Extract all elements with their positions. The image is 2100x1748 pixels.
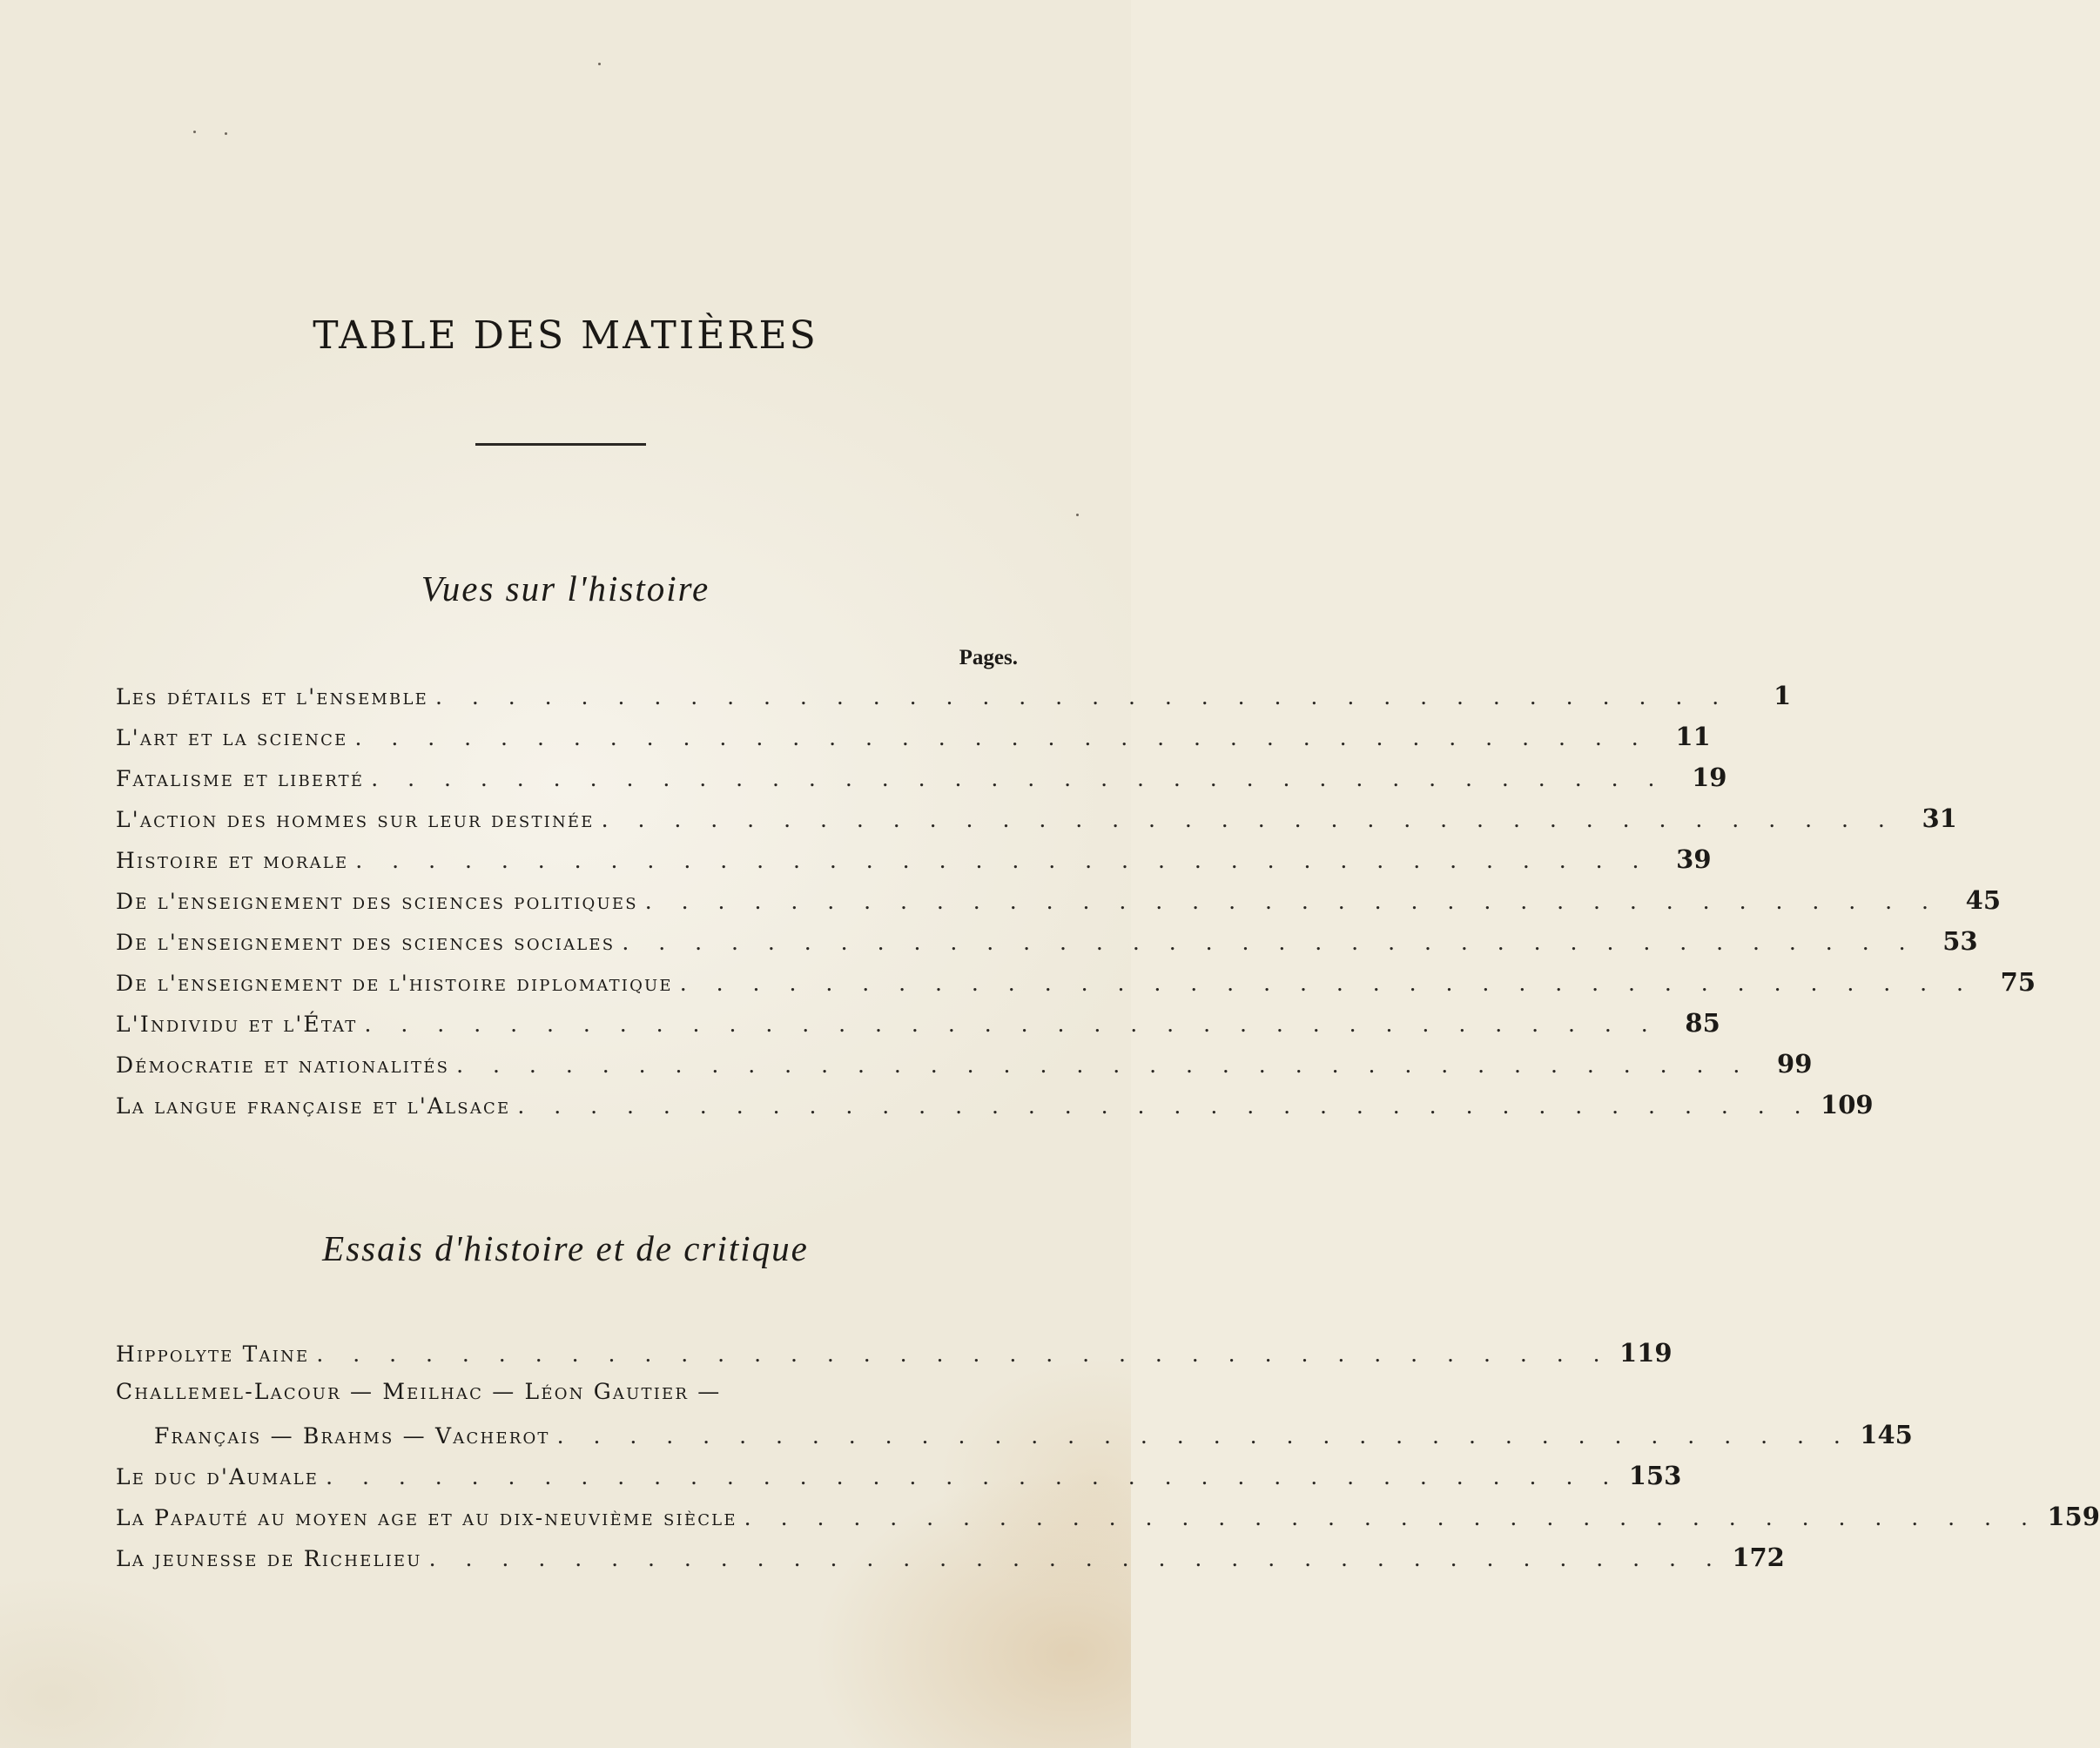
entry-page-number: 1 (1774, 681, 1792, 710)
title-divider (475, 443, 646, 446)
dot-leader: . . . . . . . . . . . . . . . . . . . . . . . . . . . . . . . . . . . . (434, 684, 1731, 709)
dot-leader: . . . . . . . . . . . . . . . . . . . . . . . . . . . . . . . . . . . . (364, 1012, 1659, 1037)
ink-speck (598, 63, 601, 65)
toc-entry[interactable] (116, 763, 1727, 803)
section-title: Essais d'histoire et de critique (322, 1228, 809, 1268)
dot-leader: . . . . . . . . . . . . . . . . . . . . . . . . . . . . . . . . . . . . (556, 1423, 1852, 1449)
entry-title: L'Individu et l'État (116, 1012, 358, 1037)
toc-entry[interactable] (116, 1090, 1874, 1131)
entry-page-number: 11 (1675, 722, 1711, 751)
entry-title: De l'enseignement des sciences politiques (116, 889, 638, 914)
entry-title: Challemel-Lacour — Meilhac — Léon Gautier — (116, 1379, 722, 1404)
toc-entry[interactable] (116, 885, 2001, 926)
entry-title: Hippolyte Taine (116, 1341, 310, 1367)
entry-title: La jeunesse de Richelieu (116, 1546, 422, 1571)
dot-leader: . . . . . . . . . . . . . . . . . . . . . . . . . . . . . . . . . . . . (326, 1464, 1621, 1489)
ink-speck (225, 132, 227, 135)
entry-page-number: 119 (1619, 1338, 1673, 1368)
toc-entry[interactable] (116, 1420, 1913, 1461)
dot-leader: . . . . . . . . . . . . . . . . . . . . . . . . . . . . . . . . . . . . (354, 725, 1650, 750)
toc-entry[interactable] (116, 1008, 1720, 1049)
dot-leader: . . . . . . . . . . . . . . . . . . . . . . . . . . . . . . . . . . . . (517, 1093, 1813, 1119)
toc-entry[interactable] (116, 1338, 1673, 1379)
toc-entry[interactable] (116, 844, 1712, 885)
entry-title: De l'enseignement de l'histoire diplomatique (116, 971, 673, 996)
toc-entry[interactable] (116, 722, 1711, 763)
dot-leader: . . . . . . . . . . . . . . . . . . . . . . . . . . . . . . . . . . . . (428, 1546, 1724, 1571)
entry-title: Démocratie et nationalités (116, 1052, 450, 1078)
entry-page-number: 99 (1777, 1049, 1813, 1079)
entry-page-number: 159 (2047, 1502, 2100, 1531)
page-title: TABLE DES MATIÈRES (313, 313, 818, 358)
entry-page-number: 172 (1732, 1543, 1785, 1572)
toc-entry[interactable] (116, 1461, 1682, 1502)
toc-entry[interactable] (116, 1379, 1040, 1420)
entry-page-number: 31 (1922, 803, 1957, 833)
dot-leader: . . . . . . . . . . . . . . . . . . . . . . . . . . . . . . . . . . . . (316, 1341, 1612, 1367)
entry-title: Les détails et l'ensemble (116, 684, 428, 709)
toc-entry[interactable] (116, 803, 1957, 844)
entry-page-number: 153 (1628, 1461, 1682, 1490)
entry-page-number: 75 (2000, 967, 2036, 997)
entry-page-number: 19 (1692, 763, 1727, 792)
dot-leader: . . . . . . . . . . . . . . . . . . . . . . . . . . . . . . . . . . . . (644, 889, 1940, 914)
toc-entry[interactable] (116, 681, 1792, 722)
entry-title: L'art et la science (116, 725, 348, 750)
entry-page-number: 45 (1965, 885, 2001, 915)
toc-list (116, 1338, 2100, 1583)
ink-speck (193, 131, 196, 133)
entry-title: Histoire et morale (116, 848, 349, 873)
dot-leader: . . . . . . . . . . . . . . . . . . . . . . . . . . . . . . . . . . . . (371, 766, 1666, 791)
toc-entry[interactable] (116, 967, 2036, 1008)
entry-page-number: 109 (1821, 1090, 1874, 1119)
dot-leader: . . . . . . . . . . . . . . . . . . . . . . . . . . . . . . . . . . . . (355, 848, 1651, 873)
toc-entry[interactable] (116, 926, 1978, 967)
section-title: Vues sur l'histoire (421, 568, 710, 608)
dot-leader: . . . . . . . . . . . . . . . . . . . . . . . . . . . . . . . . . . . . (744, 1505, 2039, 1530)
toc-entry[interactable] (116, 1543, 1785, 1583)
entry-title: De l'enseignement des sciences sociales (116, 930, 616, 955)
toc-entry[interactable] (116, 1502, 2100, 1543)
toc-entry[interactable] (116, 1049, 1813, 1090)
toc-list (116, 681, 2036, 1131)
entry-page-number: 85 (1685, 1008, 1720, 1038)
entry-title: Le duc d'Aumale (116, 1464, 320, 1489)
dot-leader: . . . . . . . . . . . . . . . . . . . . . . . . . . . . . . . . . . . . (601, 807, 1896, 832)
entry-title: La langue française et l'Alsace (116, 1093, 511, 1119)
entry-title: La Papauté au moyen age et au dix-neuvième siècle (116, 1505, 737, 1530)
pages-column-label: Pages. (959, 646, 1018, 669)
entry-title: L'action des hommes sur leur destinée (116, 807, 595, 832)
entry-title: Fatalisme et liberté (116, 766, 365, 791)
entry-title: Français — Brahms — Vacherot (154, 1423, 550, 1449)
entry-page-number: 145 (1860, 1420, 1913, 1449)
dot-leader: . . . . . . . . . . . . . . . . . . . . . . . . . . . . . . . . . . . . (622, 930, 1917, 955)
entry-page-number: 53 (1942, 926, 1978, 956)
dot-leader: . . . . . . . . . . . . . . . . . . . . . . . . . . . . . . . . . . . . (679, 971, 1975, 996)
dot-leader: . . . . . . . . . . . . . . . . . . . . . . . . . . . . . . . . . . . . (456, 1052, 1752, 1078)
ink-speck (1076, 514, 1079, 516)
entry-page-number: 39 (1676, 844, 1712, 874)
